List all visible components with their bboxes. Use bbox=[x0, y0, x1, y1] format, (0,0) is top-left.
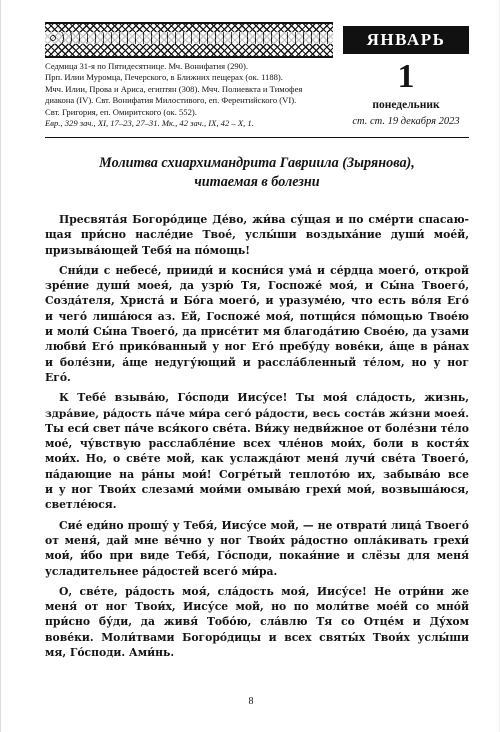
text-line: и у ног Твои́х слезами́ мои́ми омыва́ю грехи́ мои́, возвыша́юся, bbox=[45, 483, 469, 497]
header-divider bbox=[45, 137, 469, 138]
month-label: ЯНВАРЬ bbox=[366, 30, 446, 49]
text-line: призыва́ющей Тебя́ на по́мощь! bbox=[45, 243, 250, 257]
ornament-band bbox=[45, 22, 333, 58]
page-number: 8 bbox=[248, 696, 254, 707]
text-line: усладительнее ра́достей всего́ ми́ра. bbox=[45, 564, 278, 578]
text-line: и моли́ Сы́на Твоего́, да присе́тит мя благода́тию Свое́ю, да узами bbox=[45, 325, 469, 339]
prayer-paragraph bbox=[45, 584, 469, 660]
text-line: здра́вие, ра́дость па́че ми́ра сего́ ра́дости, весь соста́в жи́зни моея́. bbox=[45, 406, 469, 420]
text-line: от меня́, дай мне ве́чно у ног Твои́х ра́достно опла́кивать грехи́ bbox=[45, 533, 469, 547]
day-number: 1 bbox=[397, 58, 415, 95]
text-line: мои́х. Но, о све́те мой, как услажда́ют меня́ лучи́ све́та Твоего́, bbox=[45, 452, 469, 466]
saints-line: диакона (IV). Свт. Вонифатия Милостивого, еп. Ферентийского (VI). bbox=[45, 95, 297, 106]
prayer-title-line: читаемая в болезни bbox=[194, 174, 320, 190]
text-line: и боле́зни, а́ще недугу́ющий и рассла́бленный те́лом, но у ног bbox=[45, 355, 469, 369]
month-box bbox=[343, 26, 469, 54]
text-line: при́сно бу́ди, да живя́ Тобо́ю, сла́влю Тя со Отце́м и Ду́хом bbox=[45, 615, 469, 629]
saints-of-the-day bbox=[45, 61, 335, 129]
saints-line: Седмица 31-я по Пятидесятнице. Мч. Вонифатия (290). bbox=[45, 61, 248, 71]
text-line: Пресвята́я Богоро́дице Де́во, жи́ва су́щая и по сме́рти спасаю- bbox=[59, 213, 469, 226]
weekday: понедельник bbox=[372, 99, 440, 111]
text-line: мое́, чу́вствую расслабле́ние всех чле́нов мои́х, боли в костя́х bbox=[45, 437, 469, 451]
text-line: Сни́ди с небесе́, прииди́ и косни́ся ума́ и се́рдца моего́, открой bbox=[59, 263, 469, 277]
text-line: и чего́ лиша́юся аз. Ей, Госпоже́ моя́, потщи́ся по́мощью Твое́ю bbox=[45, 309, 469, 323]
text-line: мя, Го́споди. Ами́нь. bbox=[45, 646, 175, 660]
saints-line: Мчч. Илии, Прова и Ариса, египтян (308). Мчч. Полиевкта и Тимофея bbox=[45, 83, 303, 94]
text-line: па́дающие на ра́ны мои́! Согре́тый теплото́ю их, забыва́ю все bbox=[45, 467, 469, 481]
text-line: Сие́ еди́но прошу́ у Тебя́, Иису́се мой, — не отврати́ лица́ Твоего́ bbox=[59, 518, 469, 532]
text-line: вове́ки. Моли́твами Богоро́дицы и всех святы́х Твои́х услы́ши bbox=[45, 630, 469, 644]
text-line: меня́ от ног Твои́х, Иису́се мой, но по моли́тве мое́й со мно́й bbox=[45, 600, 469, 614]
saints-line: Прп. Илии Муромца, Печерского, в Ближних пещерах (ок. 1188). bbox=[45, 72, 283, 83]
scripture-readings: Евр., 329 зач., XI, 17–23, 27–31. Мк., 42 зач., IX, 42 – X, 1. bbox=[45, 118, 254, 129]
text-line: мои́, и́бо при виде Тебя́, Го́споди, покая́ние и слёзы для меня́ bbox=[45, 549, 469, 563]
text-line: К Тебе́ взыва́ю, Го́споди Иису́се! Ты моя́ сла́дость, жизнь, bbox=[59, 391, 469, 405]
text-line: Созда́теля, Христа́ и Бо́га моего́, и уразуме́ю, что есть во́ля Его́ bbox=[45, 294, 469, 308]
saints-line: Свт. Григория, еп. Омиритского (ок. 552). bbox=[45, 106, 197, 117]
prayer-title-line: Молитва схиархимандрита Гавриила (Зырянова), bbox=[99, 155, 415, 171]
text-line: Его́. bbox=[45, 370, 71, 384]
text-line: светле́юся. bbox=[45, 498, 117, 512]
prayer-paragraph bbox=[45, 212, 469, 258]
prayer-paragraph bbox=[45, 390, 469, 512]
prayer-paragraph bbox=[45, 518, 469, 579]
prayer-title bbox=[45, 154, 469, 192]
text-line: щая при́сно насле́дие Твое́, услы́ши воздыха́ние души́ мое́й, bbox=[45, 228, 469, 242]
prayer-paragraph bbox=[45, 263, 469, 385]
text-line: Ты еси́ свет па́че вся́кого све́та. Ви́жу недви́жное от боле́зни те́ло bbox=[45, 421, 469, 435]
prayer-body bbox=[45, 212, 469, 665]
text-line: зре́ние души́ моея́, да узрю́ Тя, Госпоже́ моя́, и Сы́на Твоего́, bbox=[45, 279, 469, 293]
old-style-date: ст. ст. 19 декабря 2023 bbox=[352, 116, 460, 127]
text-line: любви́ Его́ прико́ванный у ног Его́ пребу́ду вове́ки, а́ще в ра́нах bbox=[45, 340, 469, 354]
text-line: О, све́те, ра́дость моя́, сла́дость моя́, Иису́се! Не отри́ни же bbox=[59, 584, 469, 598]
